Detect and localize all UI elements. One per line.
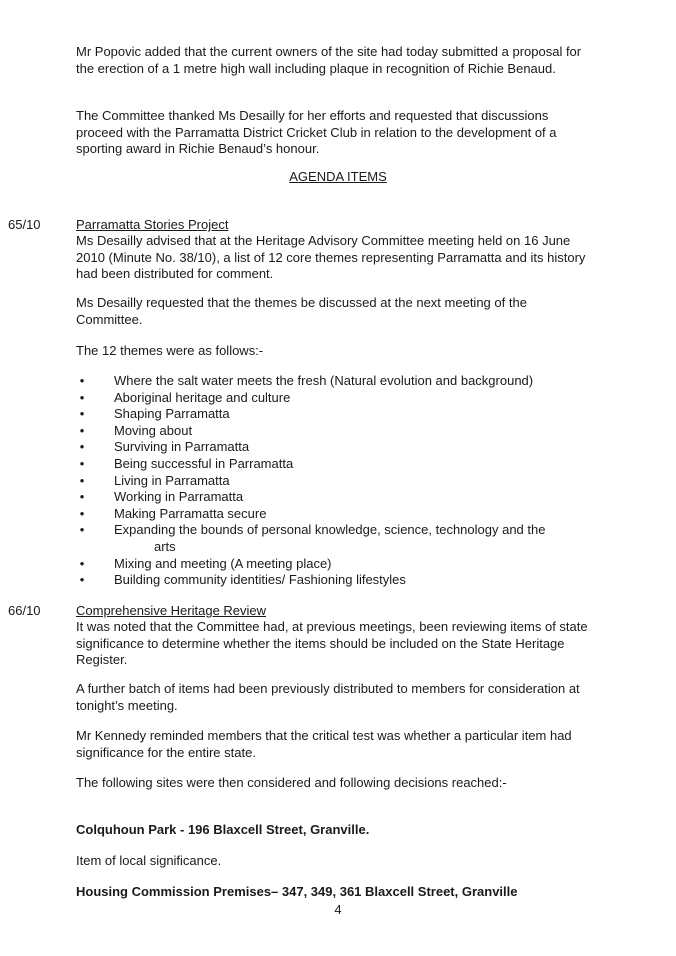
- theme-continuation: arts: [154, 538, 176, 554]
- bullet-icon: •: [79, 489, 85, 505]
- bullet-icon: •: [79, 555, 85, 571]
- agenda-items-heading: AGENDA ITEMS: [289, 169, 387, 184]
- site-decision-colquhoun-park: Item of local significance.: [76, 853, 222, 868]
- list-item: • Mixing and meeting (A meeting place): [76, 556, 596, 573]
- bullet-icon: •: [79, 406, 85, 422]
- list-item: • Where the salt water meets the fresh (Natural evolution and background): [76, 373, 596, 390]
- bullet-icon: •: [79, 439, 85, 455]
- list-item: • Expanding the bounds of personal knowledge, science, technology and the arts: [76, 522, 596, 555]
- item-title-comprehensive-heritage-review: Comprehensive Heritage Review: [76, 603, 267, 618]
- item1-paragraph-3: The 12 themes were as follows:-: [76, 343, 264, 358]
- bullet-icon: •: [79, 522, 85, 538]
- list-item: • Being successful in Parramatta: [76, 456, 596, 473]
- list-item: • Moving about: [76, 423, 596, 440]
- minute-number-66: 66/10: [8, 603, 41, 618]
- site-title-housing-commission: Housing Commission Premises– 347, 349, 361 Blaxcell Street, Granville: [76, 884, 518, 899]
- bullet-icon: •: [79, 455, 85, 471]
- bullet-icon: •: [79, 505, 85, 521]
- list-item: • Shaping Parramatta: [76, 406, 596, 423]
- bullet-icon: •: [79, 422, 85, 438]
- bullet-icon: •: [79, 389, 85, 405]
- list-item: • Building community identities/ Fashioning lifestyles: [76, 572, 596, 589]
- item2-paragraph-3: Mr Kennedy reminded members that the critical test was whether a particular item had significance for the entire state.: [76, 728, 572, 760]
- list-item: • Making Parramatta secure: [76, 506, 596, 523]
- item2-paragraph-2: A further batch of items had been previously distributed to members for consideration at tonight’s meeting.: [76, 681, 580, 713]
- list-item: • Surviving in Parramatta: [76, 439, 596, 456]
- item-title-parramatta-stories: Parramatta Stories Project: [76, 217, 229, 232]
- bullet-icon: •: [79, 572, 85, 588]
- list-item: • Living in Parramatta: [76, 473, 596, 490]
- list-item: • Aboriginal heritage and culture: [76, 390, 596, 407]
- themes-list: [76, 373, 596, 589]
- item2-paragraph-4: The following sites were then considered and following decisions reached:-: [76, 775, 507, 790]
- page-number: 4: [334, 902, 342, 917]
- bullet-icon: •: [79, 373, 85, 388]
- item2-paragraph-1: It was noted that the Committee had, at previous meetings, been reviewing items of state significance to determine whether the items should be included on the State Heritage Register.: [76, 619, 588, 667]
- minute-number-65: 65/10: [8, 217, 41, 232]
- list-item: • Working in Parramatta: [76, 489, 596, 506]
- item1-paragraph-2: Ms Desailly requested that the themes be discussed at the next meeting of the Committee.: [76, 295, 527, 327]
- site-title-colquhoun-park: Colquhoun Park - 196 Blaxcell Street, Granville.: [76, 822, 370, 837]
- item1-paragraph-1: Ms Desailly advised that at the Heritage Advisory Committee meeting held on 16 June 2010 (Minute No. 38/10), a list of 12 core themes representing Parramatta and its history had been distributed for comment.: [76, 233, 586, 281]
- bullet-icon: •: [79, 472, 85, 488]
- intro-paragraph-1: Mr Popovic added that the current owners of the site had today submitted a proposal for the erection of a 1 metre high wall including plaque in recognition of Richie Benaud.: [76, 44, 582, 76]
- intro-paragraph-2: The Committee thanked Ms Desailly for her efforts and requested that discussions proceed with the Parramatta District Cricket Club in relation to the development of a sporting award in Richie Benaud’s honour.: [76, 108, 557, 156]
